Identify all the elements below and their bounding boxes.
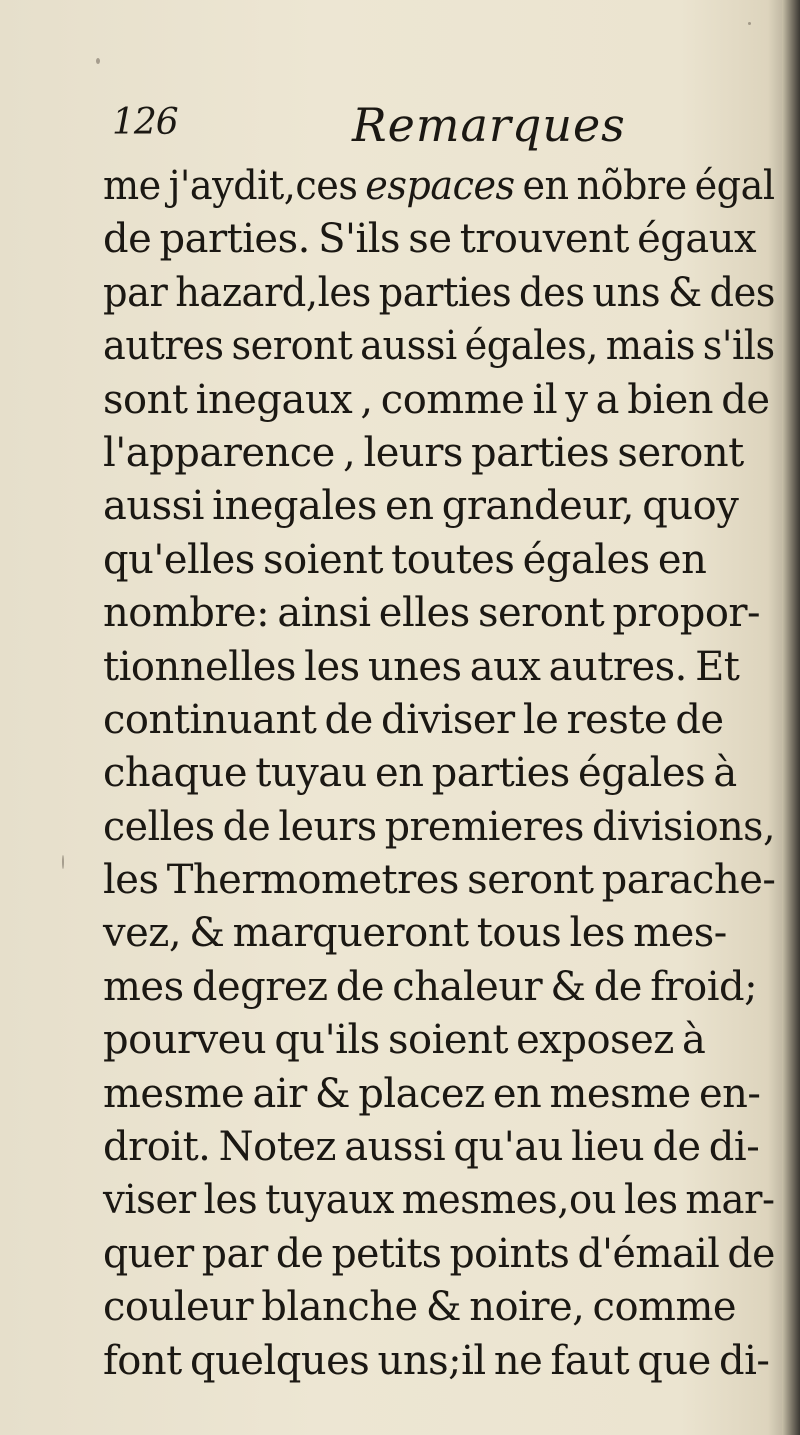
line-text: autres seront aussi égales, mais s'ils xyxy=(103,323,775,370)
text-line xyxy=(103,694,783,747)
line-text: l'apparence , leurs parties seront xyxy=(103,429,744,476)
text-line xyxy=(103,747,783,800)
text-line xyxy=(103,534,783,587)
text-line xyxy=(103,801,775,854)
line-text: pourveu qu'ils soient exposez à xyxy=(103,1017,706,1064)
line-text: font quelques uns;il ne faut que di- xyxy=(103,1337,770,1384)
ink-speck xyxy=(96,58,100,64)
ink-speck xyxy=(62,855,64,869)
line-text: continuant de diviser le reste de xyxy=(103,696,724,743)
line-text: viser les tuyaux mesmes,ou les mar- xyxy=(103,1177,775,1224)
text-line xyxy=(103,1228,775,1281)
text-line xyxy=(103,267,776,320)
line-text: qu'elles soient toutes égales en xyxy=(103,536,707,583)
text-line xyxy=(103,1121,783,1174)
text-line xyxy=(103,961,783,1014)
text-line xyxy=(103,641,783,694)
line-text: quer par de petits points d'émail de xyxy=(103,1230,775,1277)
text-line xyxy=(103,213,783,266)
line-text: droit. Notez aussi qu'au lieu de di- xyxy=(103,1124,760,1171)
line-text: en nõbre égal xyxy=(514,163,775,209)
line-text: de parties. S'ils se trouvent égaux xyxy=(103,216,757,263)
text-line xyxy=(103,1174,775,1227)
text-line xyxy=(103,160,775,213)
line-text: vez, & marqueront tous les mes- xyxy=(103,910,727,957)
ink-speck xyxy=(748,22,751,25)
text-line xyxy=(103,1068,783,1121)
text-line xyxy=(103,587,783,640)
line-text: les Thermometres seront parache- xyxy=(103,857,776,904)
line-text: chaque tuyau en parties égales à xyxy=(103,750,737,797)
line-text: me j'aydit,ces xyxy=(103,163,366,209)
line-text: nombre: ainsi elles seront propor- xyxy=(103,590,761,637)
line-text: par hazard,les parties des uns & des xyxy=(103,269,776,316)
text-line xyxy=(103,320,775,373)
line-text: tionnelles les unes aux autres. Et xyxy=(103,643,740,690)
line-text: couleur blanche & noire, comme xyxy=(103,1284,737,1331)
text-line xyxy=(103,907,783,960)
line-text: mesme air & placez en mesme en- xyxy=(103,1070,761,1117)
text-line xyxy=(103,374,783,427)
page-number: 126 xyxy=(112,102,178,143)
italic-word: espaces xyxy=(365,163,515,209)
body-text xyxy=(103,160,783,1388)
line-text: aussi inegales en grandeur, quoy xyxy=(103,483,739,530)
page-edge-shadow xyxy=(782,0,800,1435)
line-text: sont inegaux , comme il y a bien de xyxy=(103,376,770,423)
text-line xyxy=(103,1335,783,1388)
line-text: mes degrez de chaleur & de froid; xyxy=(103,963,758,1010)
page-header xyxy=(112,98,752,158)
text-line xyxy=(103,854,783,907)
text-line xyxy=(103,480,783,533)
running-title: Remarques xyxy=(352,98,626,152)
line-text: celles de leurs premieres divisions, xyxy=(103,803,776,850)
text-line xyxy=(103,1281,783,1334)
text-line xyxy=(103,427,783,480)
text-line xyxy=(103,1014,783,1067)
